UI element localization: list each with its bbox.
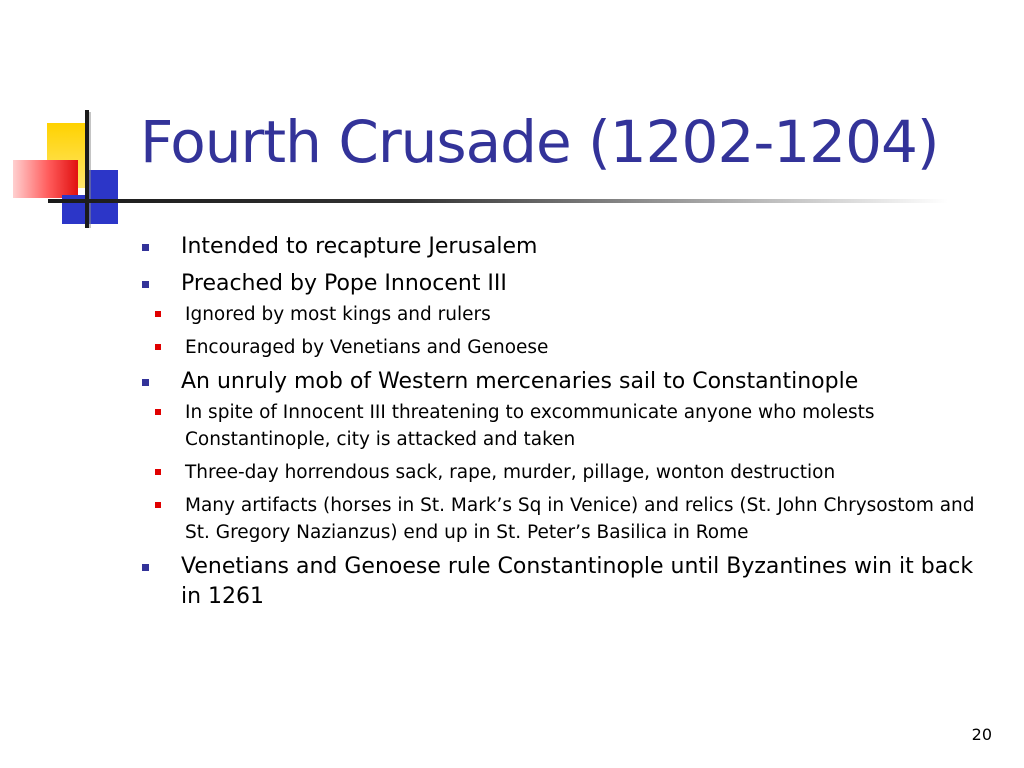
bullet-text: An unruly mob of Western mercenaries sail to Constantinople [181, 369, 859, 394]
square-sub-bullet-icon [155, 344, 161, 350]
square-bullet-icon [142, 379, 149, 386]
sub-bullet-text: Three-day horrendous sack, rape, murder, pillage, wonton destruction [185, 462, 836, 483]
sub-bullet-item [140, 459, 1000, 486]
sub-bullet-group [140, 301, 1000, 361]
slide-logo-graphic [0, 0, 150, 240]
title-underline [48, 199, 948, 203]
square-sub-bullet-icon [155, 469, 161, 475]
square-sub-bullet-icon [155, 311, 161, 317]
slide-title: Fourth Crusade (1202-1204) [140, 108, 939, 176]
bullet-item [140, 552, 1000, 612]
bullet-item [140, 367, 1000, 397]
logo-blue-square [88, 170, 118, 224]
square-bullet-icon [142, 244, 149, 251]
square-bullet-icon [142, 281, 149, 288]
square-sub-bullet-icon [155, 502, 161, 508]
logo-vertical-line-shadow [89, 112, 91, 228]
bullet-text: Intended to recapture Jerusalem [181, 234, 538, 259]
sub-bullet-item [140, 334, 1000, 361]
sub-bullet-item [140, 399, 1000, 453]
bullet-item [140, 269, 1000, 299]
bullet-list [140, 232, 1000, 612]
bullet-text: Preached by Pope Innocent III [181, 271, 507, 296]
sub-bullet-group [140, 399, 1000, 546]
sub-bullet-item [140, 301, 1000, 328]
slide-content [140, 232, 1000, 619]
sub-bullet-item [140, 492, 1000, 546]
sub-bullet-text: In spite of Innocent III threatening to excommunicate anyone who molests Constantinople, city is attacked and taken [185, 402, 875, 450]
square-sub-bullet-icon [155, 409, 161, 415]
bullet-text: Venetians and Genoese rule Constantinople until Byzantines win it back in 1261 [181, 554, 974, 609]
logo-red-square [13, 160, 78, 198]
sub-bullet-text: Ignored by most kings and rulers [185, 304, 491, 325]
sub-bullet-list [140, 399, 1000, 546]
sub-bullet-list [140, 301, 1000, 361]
bullet-item [140, 232, 1000, 262]
page-number: 20 [971, 725, 992, 744]
square-bullet-icon [142, 564, 149, 571]
sub-bullet-text: Encouraged by Venetians and Genoese [185, 337, 549, 358]
sub-bullet-text: Many artifacts (horses in St. Mark’s Sq in Venice) and relics (St. John Chrysostom and St. Gregory Nazianzus) end up in St. Peter’s Basilica in Rome [185, 495, 975, 543]
